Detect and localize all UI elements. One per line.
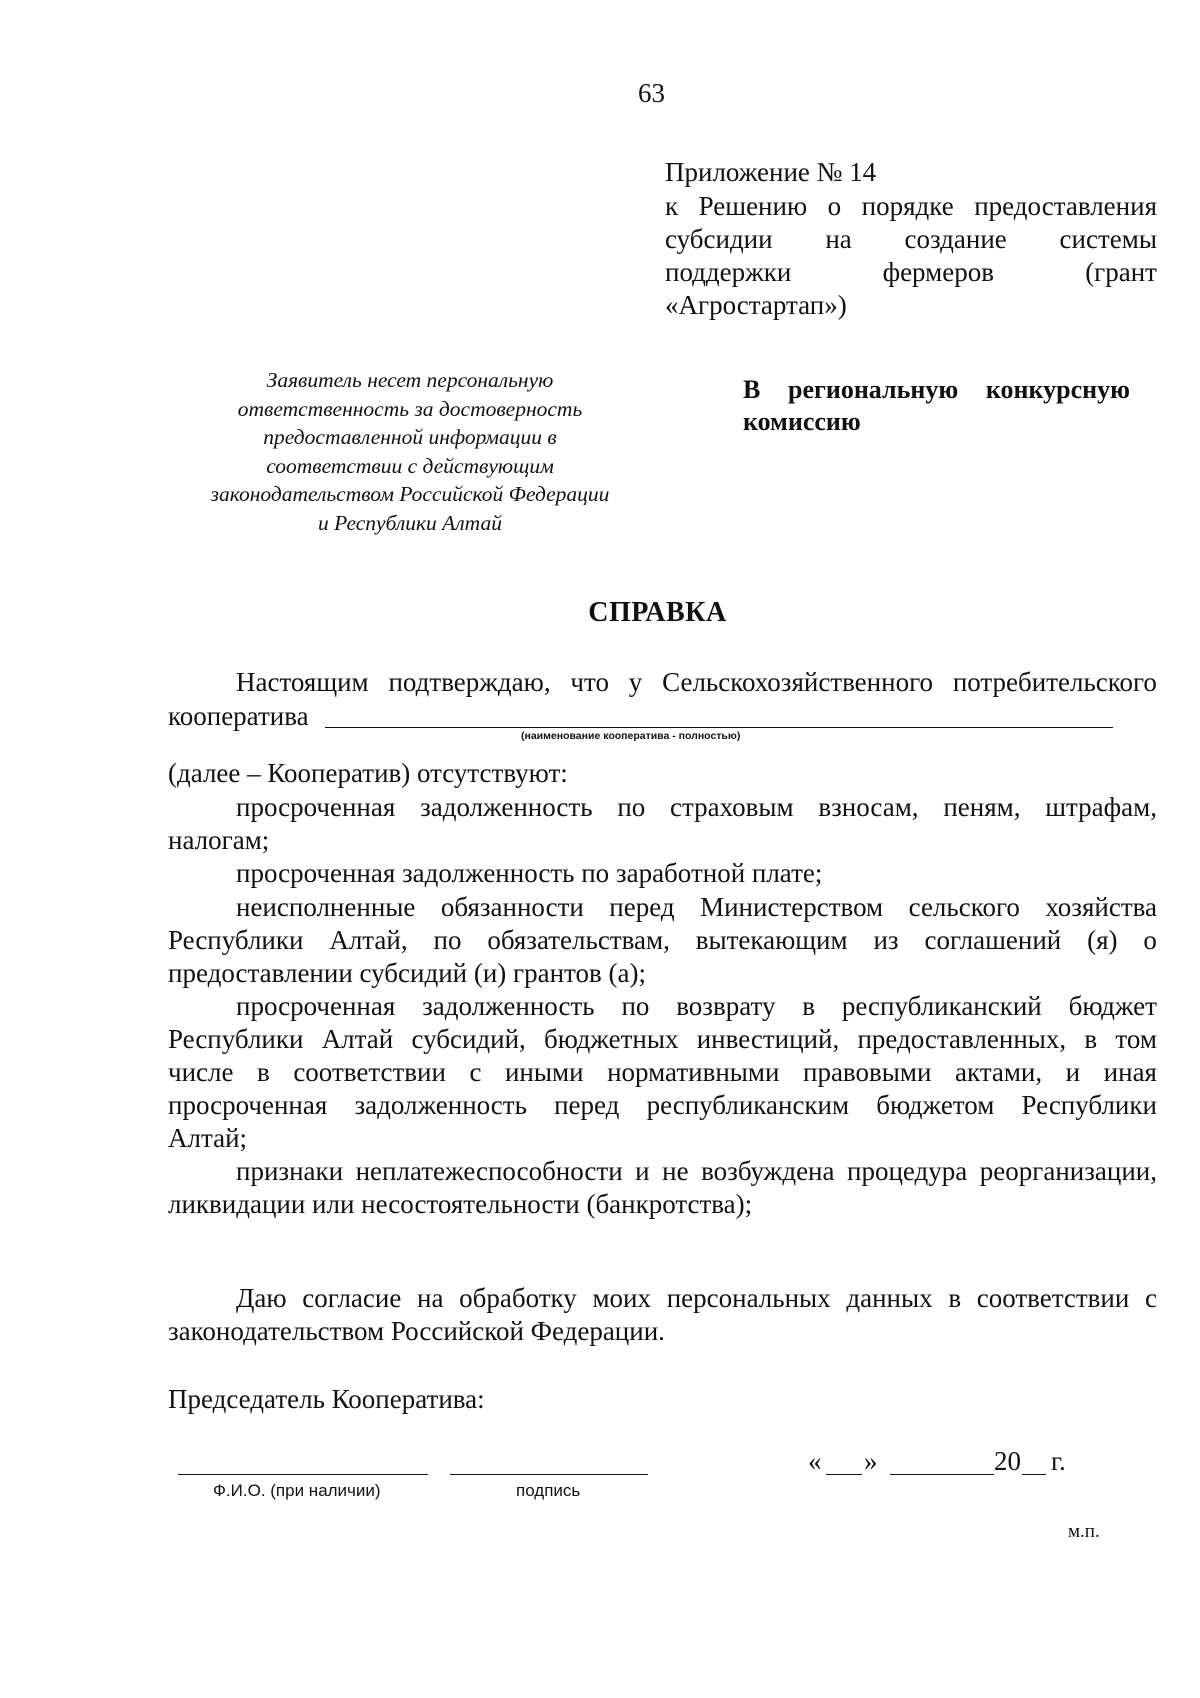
disclaimer-line: Заявитель несет персональную bbox=[266, 368, 554, 392]
date-month-field bbox=[890, 1474, 994, 1475]
disclaimer-line: предоставленной информации в bbox=[263, 425, 557, 449]
page-number: 63 bbox=[638, 78, 665, 108]
disclaimer-line: и Республики Алтай bbox=[318, 510, 502, 535]
item-5-line-1: признаки неплатежеспособности и не возбуждена процедура реорганизации, bbox=[236, 1156, 1157, 1186]
date-year-prefix: 20 bbox=[994, 1446, 1021, 1476]
item-4-line-2: Республики Алтай субсидий, бюджетных инвестиций, предоставленных, в том bbox=[168, 1024, 1157, 1054]
item-1-line-1: просроченная задолженность по страховым взносам, пеням, штрафам, bbox=[236, 792, 1157, 822]
consent-line-1: Даю согласие на обработку моих персональных данных в соответствии с bbox=[236, 1283, 1157, 1313]
cooperative-name-caption: (наименование кооператива - полностью) bbox=[521, 730, 741, 742]
item-3-line-1: неисполненные обязанности перед Министерством сельского хозяйства bbox=[236, 892, 1157, 922]
intro-line-1: Настоящим подтверждаю, что у Сельскохозяйственного потребительского bbox=[236, 667, 1157, 697]
disclaimer-line: законодательством Российской Федерации bbox=[210, 482, 610, 506]
fio-caption: Ф.И.О. (при наличии) bbox=[213, 1481, 381, 1500]
item-3-line-3: предоставлении субсидий (и) грантов (а); bbox=[168, 958, 646, 988]
consent-line-2: законодательством Российской Федерации. bbox=[168, 1316, 665, 1346]
appendix-line-3: поддержки фермеров (грант bbox=[665, 257, 1157, 287]
appendix-line-1: к Решению о порядке предоставления bbox=[665, 191, 1157, 221]
item-3-line-2: Республики Алтай, по обязательствам, вытекающим из соглашений (я) о bbox=[168, 925, 1157, 955]
item-4-line-3: числе в соответствии с иными нормативными правовыми актами, и иная bbox=[168, 1057, 1157, 1087]
chairman-label: Председатель Кооператива: bbox=[168, 1384, 485, 1414]
disclaimer bbox=[170, 366, 650, 537]
item-1-line-2: налогам; bbox=[168, 825, 270, 855]
date-close-quote: » bbox=[864, 1446, 878, 1476]
disclaimer-line: соответствии с действующим bbox=[266, 453, 554, 478]
fio-field bbox=[178, 1474, 428, 1475]
addressee-line-1: В региональную конкурсную bbox=[743, 375, 1130, 404]
signature-caption: подпись bbox=[516, 1481, 581, 1500]
signature-field bbox=[450, 1474, 648, 1475]
item-4-line-4: просроченная задолженность перед республиканским бюджетом Республики bbox=[168, 1090, 1157, 1120]
date-day-field bbox=[826, 1474, 862, 1475]
date-year-suffix: г. bbox=[1051, 1446, 1066, 1476]
date-open-quote: « bbox=[808, 1446, 822, 1476]
item-4-line-5: Алтай; bbox=[168, 1123, 248, 1153]
intro-line-3: (далее – Кооператив) отсутствуют: bbox=[168, 758, 568, 788]
document-title: СПРАВКА bbox=[588, 597, 727, 628]
appendix-line-4: «Агростартап») bbox=[665, 290, 847, 320]
item-5-line-2: ликвидации или несостоятельности (банкротства); bbox=[168, 1189, 753, 1219]
cooperative-name-field bbox=[325, 727, 1113, 728]
intro-line-2: кооператива bbox=[168, 701, 309, 731]
item-2-line-1: просроченная задолженность по заработной плате; bbox=[236, 858, 823, 888]
appendix-title: Приложение № 14 bbox=[665, 157, 877, 187]
disclaimer-line: ответственность за достоверность bbox=[237, 396, 583, 421]
appendix-line-2: субсидии на создание системы bbox=[665, 224, 1157, 254]
date-year-field bbox=[1022, 1474, 1046, 1475]
item-4-line-1: просроченная задолженность по возврату в республиканский бюджет bbox=[236, 991, 1157, 1021]
stamp-label: м.п. bbox=[1068, 1521, 1100, 1542]
addressee-line-2: комиссию bbox=[743, 407, 861, 436]
